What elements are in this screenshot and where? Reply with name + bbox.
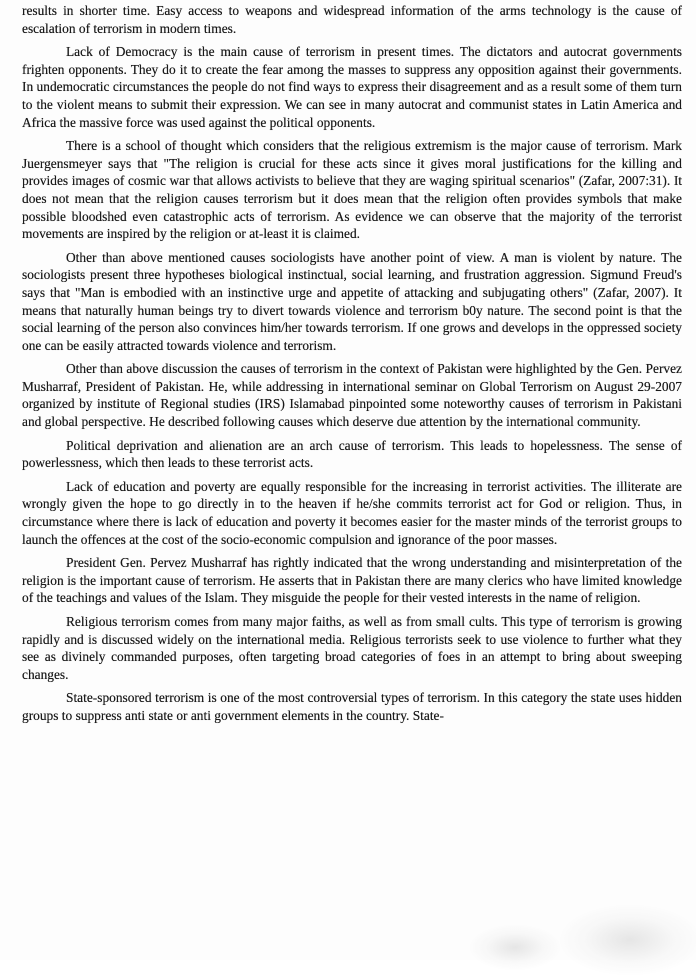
- paragraph-religious-extremism: There is a school of thought which considers that the religious extremism is the major cause of terrorism. Mark Juergensmeyer says that "The religion is crucial for these acts since it gives moral justifications for the killing and provides images of cosmic war that allows activists to believe that they are waging spiritual scenarios" (Zafar, 2007:31). It does not mean that the religion causes terrorism but it does mean that the religion often provides symbols that make possible bloodshed even catastrophic acts of terrorism. As evidence we can observe that the majority of the terrorist movements are inspired by the religion or at-least it is claimed.: [22, 138, 682, 242]
- paragraph-state-sponsored: State-sponsored terrorism is one of the most controversial types of terrorism. In this category the state uses hidden groups to suppress anti state or anti government elements in the country. State-: [22, 690, 682, 723]
- paragraph-pakistan-context: Other than above discussion the causes of terrorism in the context of Pakistan were highlighted by the Gen. Pervez Musharraf, President of Pakistan. He, while addressing in international seminar on Global Terrorism on August 29-2007 organized by institute of Regional studies (IRS) Islamabad pinpointed some noteworthy causes of terrorism in Pakistani and global perspective. He described following causes which deserve due attention by the international community.: [22, 361, 682, 430]
- scan-shadow: [560, 905, 696, 975]
- paragraph-political-deprivation: Political deprivation and alienation are an arch cause of terrorism. This leads to hopelessness. The sense of powerlessness, which then leads to these terrorist acts.: [22, 437, 682, 471]
- document-body: [22, 2, 682, 731]
- paragraph-religious-terrorism: Religious terrorism comes from many major faiths, as well as from small cults. This type of terrorism is growing rapidly and is discussed widely on the international media. Religious terrorists seek to use violence to further what they see as divinely commanded purposes, often targeting broad categories of foes in an attempt to bring about sweeping changes.: [22, 614, 682, 682]
- paragraph-sociologists-view: Other than above mentioned causes sociologists have another point of view. A man is violent by nature. The sociologists present three hypotheses biological instinctual, social learning, and frustration aggression. Sigmund Freud's says that "Man is embodied with an instinctive urge and appetite of attacking and subjugating others" (Zafar, 2007). It means that naturally human beings try to divert towards violence and terrorism b0y nature. The second point is that the social learning of the person also convinces him/her towards terrorism. If one grows and develops in the oppressed society one can be easily attracted towards violence and terrorism.: [22, 249, 682, 353]
- paragraph-misinterpretation: President Gen. Pervez Musharraf has rightly indicated that the wrong understanding and misinterpretation of the religion is the important cause of terrorism. He asserts that in Pakistan there are many clerics who have limited knowledge of the teachings and values of the Islam. They misguide the people for their vested interests in the name of religion.: [22, 555, 682, 606]
- scan-shadow: [470, 925, 560, 970]
- paragraph-education-poverty: Lack of education and poverty are equally responsible for the increasing in terrorist activities. The illiterate are wrongly given the hope to go directly in to the heaven if he/she commits terrorist act for God or religion. Thus, in circumstance where there is lack of education and poverty it becomes easier for the master minds of the terrorist groups to launch the offences at the cost of the socio-economic compulsion and ignorance of the poor masses.: [22, 478, 682, 547]
- paragraph-continuation: results in shorter time. Easy access to weapons and widespread information of the arms technology is the cause of escalation of terrorism in modern times.: [22, 3, 682, 36]
- paragraph-lack-of-democracy: Lack of Democracy is the main cause of terrorism in present times. The dictators and autocrat governments frighten opponents. They do it to create the fear among the masses to suppress any opposition against their governments. In undemocratic circumstances the people do not find ways to express their disagreement and as a result some of them turn to the violent means to submit their expression. We can see in many autocrat and communist states in Latin America and Africa the massive force was used against the political opponents.: [22, 44, 682, 130]
